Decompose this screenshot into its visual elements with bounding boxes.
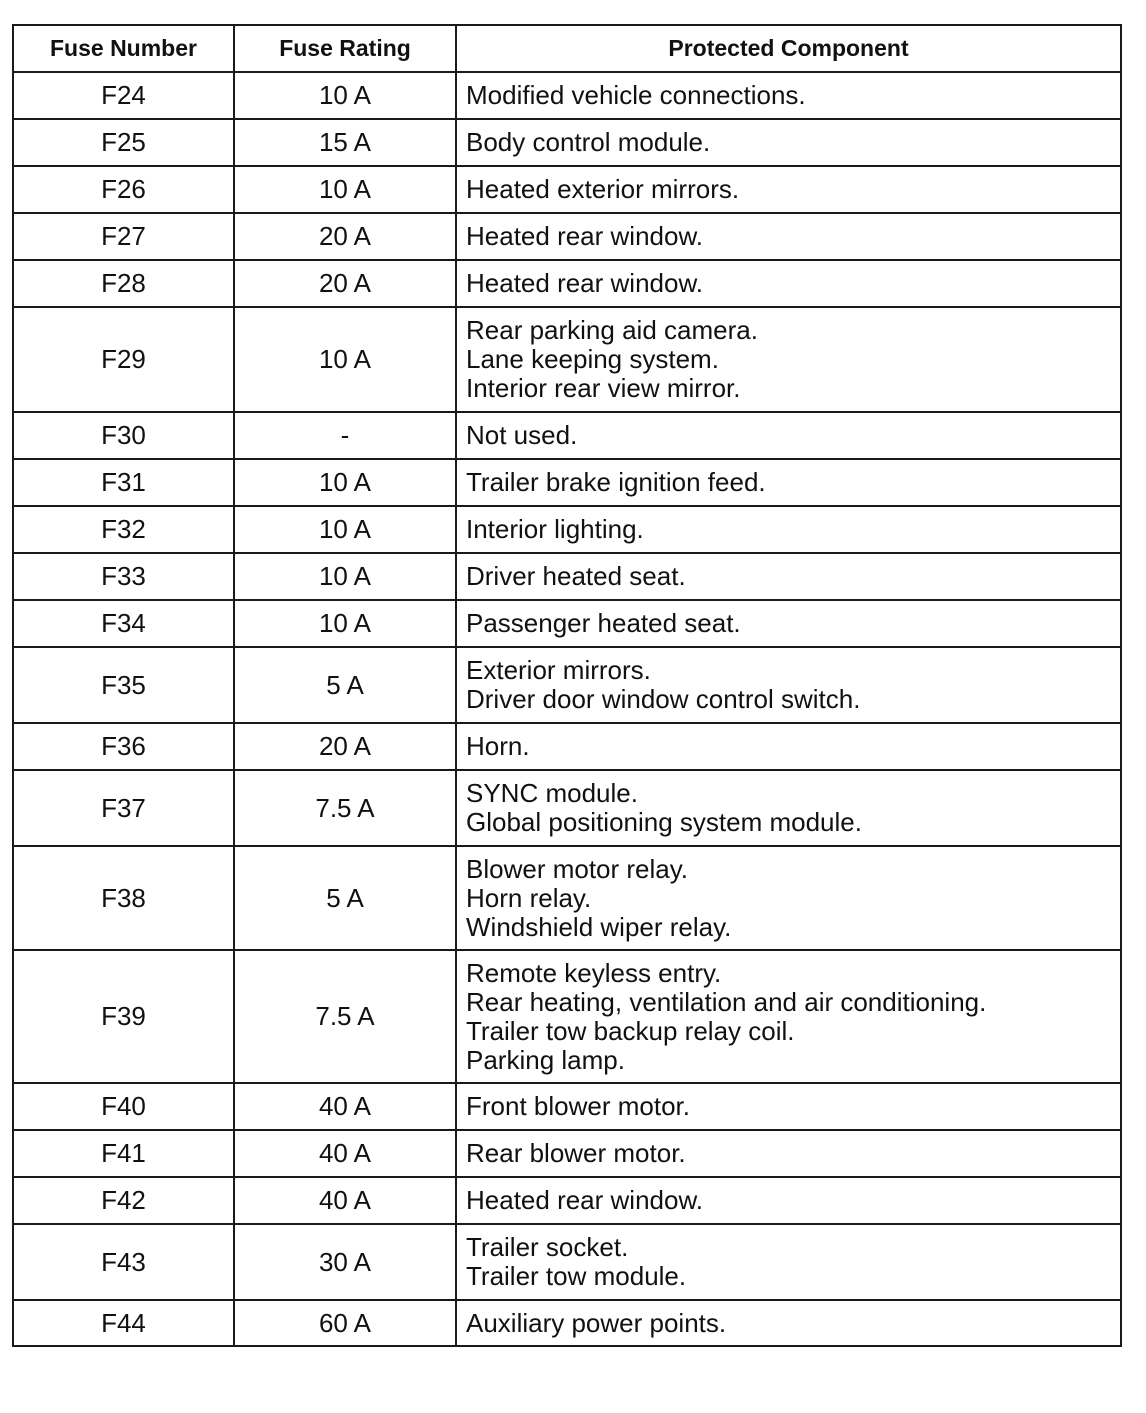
header-protected-component: Protected Component bbox=[456, 25, 1121, 72]
fuse-rating-cell: - bbox=[234, 412, 456, 459]
fuse-rating-cell: 10 A bbox=[234, 72, 456, 119]
table-row bbox=[13, 950, 1121, 1083]
component-line: Rear heating, ventilation and air conditioning. bbox=[466, 986, 987, 1017]
table-row bbox=[13, 119, 1121, 166]
protected-component-cell bbox=[456, 723, 1121, 770]
component-line: Not used. bbox=[466, 420, 578, 450]
fuse-rating-cell: 30 A bbox=[234, 1224, 456, 1300]
component-line: Front blower motor. bbox=[466, 1091, 690, 1121]
table-row bbox=[13, 506, 1121, 553]
component-line: Heated rear window. bbox=[466, 221, 704, 251]
component-line: Auxiliary power points. bbox=[466, 1307, 727, 1338]
fuse-rating-cell: 40 A bbox=[234, 1083, 456, 1130]
table-row bbox=[13, 723, 1121, 770]
protected-component-cell bbox=[456, 1224, 1121, 1300]
header-fuse-number: Fuse Number bbox=[13, 25, 234, 72]
table-row bbox=[13, 307, 1121, 412]
component-line: Rear blower motor. bbox=[466, 1138, 686, 1168]
header-fuse-rating: Fuse Rating bbox=[234, 25, 456, 72]
protected-component-cell bbox=[456, 846, 1121, 950]
protected-component-cell bbox=[456, 647, 1121, 723]
table-row bbox=[13, 600, 1121, 647]
fuse-number-cell: F42 bbox=[13, 1177, 234, 1224]
fuse-rating-cell: 10 A bbox=[234, 307, 456, 412]
component-line: Driver door window control switch. bbox=[466, 684, 861, 714]
fuse-rating-cell: 7.5 A bbox=[234, 950, 456, 1083]
table-row bbox=[13, 1083, 1121, 1130]
header-row bbox=[13, 25, 1121, 72]
component-line: Exterior mirrors. bbox=[466, 655, 651, 685]
protected-component-cell bbox=[456, 459, 1121, 506]
fuse-number-cell: F39 bbox=[13, 950, 234, 1083]
fuse-number-cell: F41 bbox=[13, 1130, 234, 1177]
fuse-number-cell: F30 bbox=[13, 412, 234, 459]
fuse-rating-cell: 20 A bbox=[234, 213, 456, 260]
protected-component-cell bbox=[456, 72, 1121, 119]
fuse-number-cell: F44 bbox=[13, 1300, 234, 1346]
fuse-number-cell: F33 bbox=[13, 553, 234, 600]
protected-component-cell bbox=[456, 1300, 1121, 1346]
component-line: Driver heated seat. bbox=[466, 561, 686, 591]
table-row bbox=[13, 166, 1121, 213]
fuse-number-cell: F28 bbox=[13, 260, 234, 307]
table-row bbox=[13, 770, 1121, 846]
fuse-number-cell: F32 bbox=[13, 506, 234, 553]
fuse-number-cell: F37 bbox=[13, 770, 234, 846]
fuse-number-cell: F34 bbox=[13, 600, 234, 647]
table-row bbox=[13, 1224, 1121, 1300]
fuse-number-cell: F40 bbox=[13, 1083, 234, 1130]
component-line: Body control module. bbox=[466, 127, 711, 157]
fuse-rating-cell: 20 A bbox=[234, 723, 456, 770]
component-line: Trailer tow module. bbox=[466, 1261, 687, 1291]
fuse-rating-cell: 10 A bbox=[234, 553, 456, 600]
table-row bbox=[13, 412, 1121, 459]
component-line: Heated exterior mirrors. bbox=[466, 174, 740, 204]
table-row bbox=[13, 1177, 1121, 1224]
fuse-number-cell: F31 bbox=[13, 459, 234, 506]
component-line: Heated rear window. bbox=[466, 268, 704, 298]
fuse-rating-cell: 10 A bbox=[234, 459, 456, 506]
table-row bbox=[13, 1130, 1121, 1177]
fuse-number-cell: F35 bbox=[13, 647, 234, 723]
component-line: Trailer socket. bbox=[466, 1232, 629, 1262]
protected-component-cell bbox=[456, 119, 1121, 166]
table-row bbox=[13, 1300, 1121, 1346]
fuse-rating-cell: 40 A bbox=[234, 1177, 456, 1224]
fuse-number-cell: F29 bbox=[13, 307, 234, 412]
fuse-rating-cell: 7.5 A bbox=[234, 770, 456, 846]
table-row bbox=[13, 553, 1121, 600]
protected-component-cell bbox=[456, 1083, 1121, 1130]
component-line: Trailer tow backup relay coil. bbox=[466, 1015, 795, 1046]
component-line: Interior rear view mirror. bbox=[466, 373, 741, 403]
protected-component-cell bbox=[456, 1177, 1121, 1224]
component-line: Lane keeping system. bbox=[466, 344, 719, 374]
protected-component-cell bbox=[456, 553, 1121, 600]
fuse-rating-cell: 10 A bbox=[234, 506, 456, 553]
protected-component-cell bbox=[456, 166, 1121, 213]
fuse-number-cell: F26 bbox=[13, 166, 234, 213]
protected-component-cell bbox=[456, 307, 1121, 412]
protected-component-cell bbox=[456, 412, 1121, 459]
protected-component-cell bbox=[456, 213, 1121, 260]
component-line: Rear parking aid camera. bbox=[466, 315, 758, 345]
component-line: Trailer brake ignition feed. bbox=[466, 467, 766, 497]
table-row bbox=[13, 647, 1121, 723]
protected-component-cell bbox=[456, 260, 1121, 307]
component-line: Heated rear window. bbox=[466, 1185, 704, 1215]
fuse-table bbox=[12, 24, 1122, 1347]
component-line: Horn relay. bbox=[466, 882, 592, 913]
component-line: Parking lamp. bbox=[466, 1044, 625, 1075]
component-line: Passenger heated seat. bbox=[466, 608, 741, 638]
fuse-number-cell: F25 bbox=[13, 119, 234, 166]
component-line: Windshield wiper relay. bbox=[466, 911, 732, 942]
protected-component-cell bbox=[456, 506, 1121, 553]
protected-component-cell bbox=[456, 770, 1121, 846]
component-line: Blower motor relay. bbox=[466, 853, 689, 884]
component-line: Modified vehicle connections. bbox=[466, 80, 806, 110]
fuse-number-cell: F36 bbox=[13, 723, 234, 770]
component-line: Horn. bbox=[466, 731, 530, 761]
table-row bbox=[13, 459, 1121, 506]
protected-component-cell bbox=[456, 950, 1121, 1083]
table-row bbox=[13, 260, 1121, 307]
component-line: Global positioning system module. bbox=[466, 807, 862, 837]
table-row bbox=[13, 846, 1121, 950]
fuse-number-cell: F27 bbox=[13, 213, 234, 260]
fuse-number-cell: F24 bbox=[13, 72, 234, 119]
fuse-rating-cell: 20 A bbox=[234, 260, 456, 307]
fuse-rating-cell: 5 A bbox=[234, 647, 456, 723]
fuse-rating-cell: 10 A bbox=[234, 166, 456, 213]
fuse-number-cell: F38 bbox=[13, 846, 234, 950]
protected-component-cell bbox=[456, 1130, 1121, 1177]
fuse-rating-cell: 15 A bbox=[234, 119, 456, 166]
component-line: Remote keyless entry. bbox=[466, 957, 722, 988]
fuse-rating-cell: 60 A bbox=[234, 1300, 456, 1346]
protected-component-cell bbox=[456, 600, 1121, 647]
fuse-rating-cell: 5 A bbox=[234, 846, 456, 950]
fuse-rating-cell: 40 A bbox=[234, 1130, 456, 1177]
fuse-rating-cell: 10 A bbox=[234, 600, 456, 647]
table-row bbox=[13, 213, 1121, 260]
component-line: SYNC module. bbox=[466, 778, 638, 808]
table-body bbox=[13, 72, 1121, 1346]
component-line: Interior lighting. bbox=[466, 514, 644, 544]
table-row bbox=[13, 72, 1121, 119]
fuse-number-cell: F43 bbox=[13, 1224, 234, 1300]
